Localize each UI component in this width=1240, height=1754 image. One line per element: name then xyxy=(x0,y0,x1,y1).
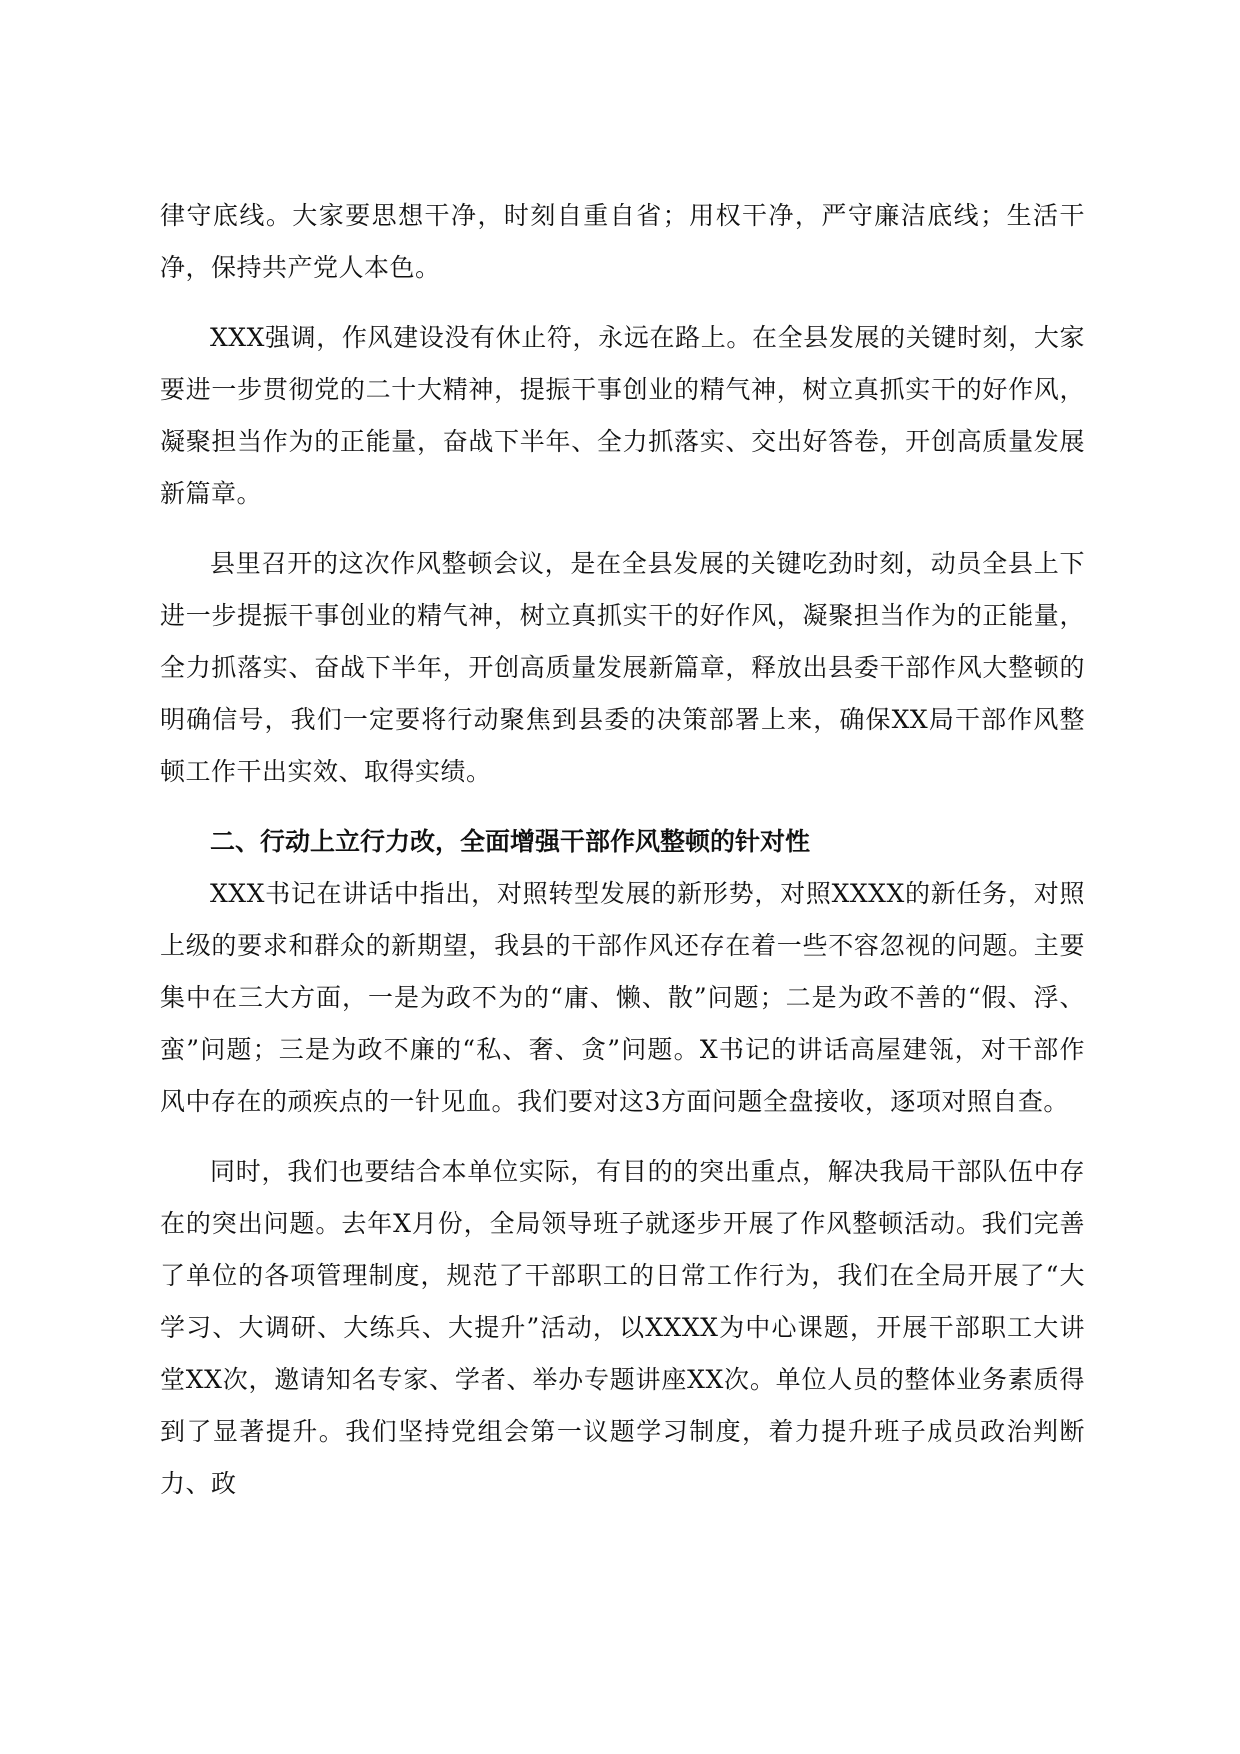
paragraph-meeting: 县里召开的这次作风整顿会议，是在全县发展的关键吃劲时刻，动员全县上下进一步提振干事创业的精气神，树立真抓实干的好作风，凝聚担当作为的正能量，全力抓落实、奋战下半年，开创高质量发展新篇章，释放出县委干部作风大整顿的明确信号，我们一定要将行动聚焦到县委的决策部署上来，确保XX局干部作风整顿工作干出实效、取得实绩。 xyxy=(160,549,1085,786)
paragraph-continuation: 律守底线。大家要思想干净，时刻自重自省；用权干净，严守廉洁底线；生活干净，保持共产党人本色。 xyxy=(160,201,1085,282)
paragraph-actions: 同时，我们也要结合本单位实际，有目的的突出重点，解决我局干部队伍中存在的突出问题。去年X月份，全局领导班子就逐步开展了作风整顿活动。我们完善了单位的各项管理制度，规范了干部职工的日常工作行为，我们在全局开展了“大学习、大调研、大练兵、大提升”活动，以XXXX为中心课题，开展干部职工大讲堂XX次，邀请知名专家、学者、举办专题讲座XX次。单位人员的整体业务素质得到了显著提升。我们坚持党组会第一议题学习制度，着力提升班子成员政治判断力、政 xyxy=(160,1157,1085,1498)
document-page xyxy=(160,190,1085,1510)
section-heading: 二、行动上立行力改，全面增强干部作风整顿的针对性 xyxy=(210,827,811,856)
paragraph-emphasis: XXX强调，作风建设没有休止符，永远在路上。在全县发展的关键时刻，大家要进一步贯彻党的二十大精神，提振干事创业的精气神，树立真抓实干的好作风，凝聚担当作为的正能量，奋战下半年、全力抓落实、交出好答卷，开创高质量发展新篇章。 xyxy=(160,323,1085,508)
paragraph-problems: XXX书记在讲话中指出，对照转型发展的新形势，对照XXXX的新任务，对照上级的要求和群众的新期望，我县的干部作风还存在着一些不容忽视的问题。主要集中在三大方面，一是为政不为的“庸、懒、散”问题；二是为政不善的“假、浮、蛮”问题；三是为政不廉的“私、奢、贪”问题。X书记的讲话高屋建瓴，对干部作风中存在的顽疾点的一针见血。我们要对这3方面问题全盘接收，逐项对照自查。 xyxy=(160,879,1085,1116)
